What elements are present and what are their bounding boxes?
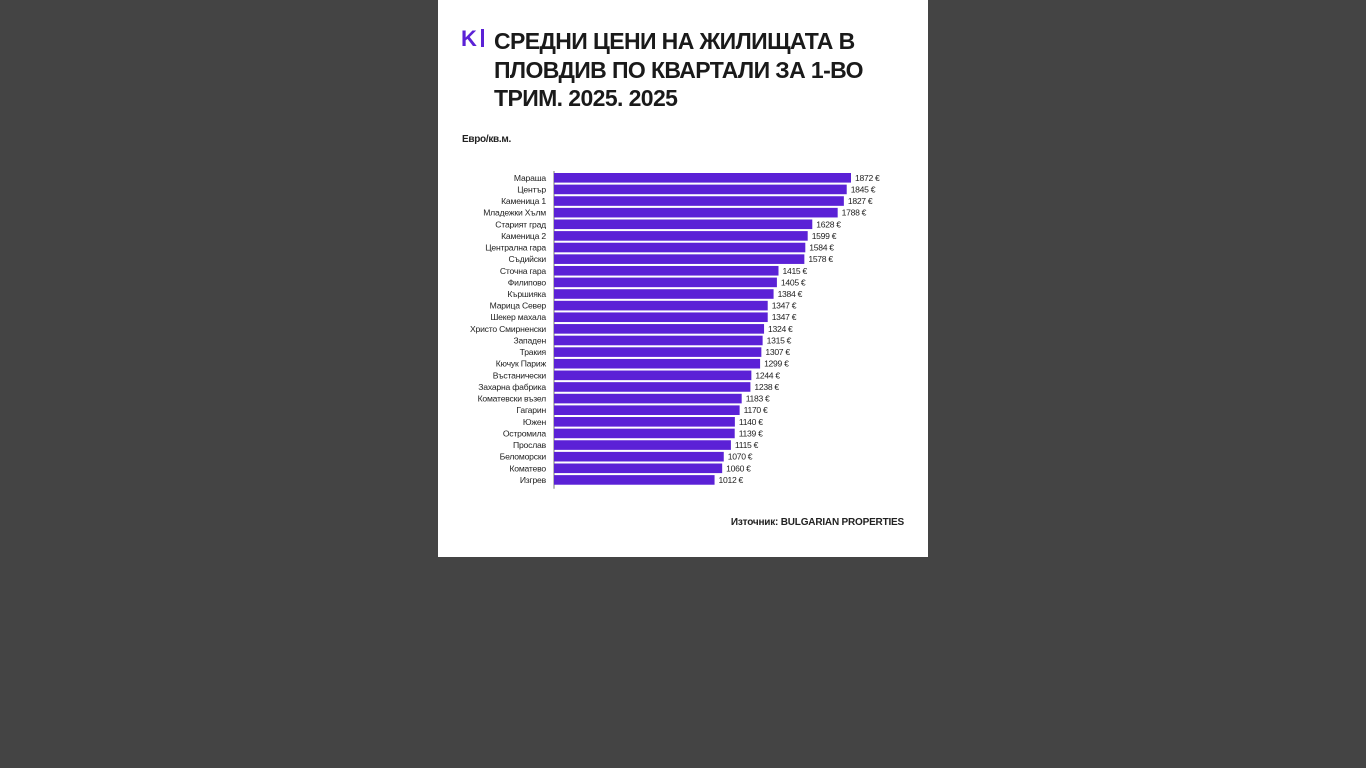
bar (554, 359, 760, 369)
logo: K (461, 26, 476, 51)
value-label: 1788 € (841, 207, 867, 218)
value-label: 1183 € (745, 393, 770, 404)
bar (554, 440, 731, 450)
bar (554, 254, 804, 264)
category-label: Кючук Париж (495, 358, 546, 369)
bar (554, 429, 735, 439)
category-label: Каменица 2 (501, 230, 546, 241)
value-label: 1584 € (809, 242, 834, 253)
bar (554, 336, 763, 346)
value-label: 1827 € (847, 196, 873, 207)
bar (554, 301, 768, 311)
category-label: Коматево (509, 463, 546, 474)
bar (554, 475, 715, 485)
value-label: 1599 € (811, 230, 837, 241)
category-label: Каменица 1 (501, 196, 546, 207)
category-label: Съдийски (508, 254, 546, 265)
category-label: Западен (513, 335, 546, 346)
category-label: Сточна гара (499, 265, 546, 276)
value-label: 1307 € (765, 347, 790, 358)
bar (554, 219, 812, 229)
value-label: 1845 € (850, 184, 876, 195)
value-label: 1324 € (768, 323, 793, 334)
bar (554, 382, 750, 392)
value-label: 1238 € (754, 381, 779, 392)
chart-card (438, 0, 928, 557)
value-label: 1384 € (777, 289, 803, 299)
category-label: Младежки Хълм (483, 207, 546, 218)
bar (554, 394, 742, 404)
bar (554, 452, 724, 462)
bar (554, 312, 768, 322)
value-label: 1347 € (771, 300, 797, 311)
value-label: 1070 € (727, 451, 753, 462)
category-label: Коматевски възел (477, 393, 546, 404)
value-label: 1140 € (738, 416, 763, 427)
chart-title: СРЕДНИ ЦЕНИ НА ЖИЛИЩАТА В ПЛОВДИВ ПО КВАРТАЛИ ЗА 1-ВО ТРИМ. 2025. 2025 (494, 28, 863, 111)
value-label: 1012 € (718, 474, 744, 485)
category-label: Остромила (502, 428, 546, 439)
bar (554, 208, 838, 218)
bar-chart (438, 0, 928, 557)
category-label: Прослав (513, 440, 546, 451)
value-label: 1415 € (782, 265, 807, 276)
bar (554, 371, 751, 381)
category-label: Шекер махала (490, 312, 546, 323)
bar (554, 196, 844, 206)
value-label: 1347 € (771, 312, 797, 323)
bar (554, 243, 805, 253)
bar (554, 464, 722, 474)
bar (554, 347, 761, 357)
category-label: Мараша (513, 172, 546, 183)
value-label: 1170 € (743, 405, 768, 416)
value-label: 1244 € (755, 370, 780, 381)
category-label: Център (517, 184, 546, 195)
category-label: Централна гара (485, 242, 546, 253)
bar (554, 405, 740, 415)
value-label: 1872 € (855, 172, 880, 183)
category-label: Въстанически (492, 370, 546, 381)
bar (554, 289, 774, 299)
category-label: Кършияка (507, 289, 546, 299)
category-label: Беломорски (499, 451, 546, 462)
bar (554, 266, 778, 276)
category-label: Тракия (519, 347, 546, 358)
bar (554, 278, 777, 288)
bar (554, 231, 808, 241)
value-label: 1060 € (726, 463, 751, 474)
category-label: Южен (522, 416, 546, 427)
category-label: Марица Север (489, 300, 546, 311)
bar (554, 417, 735, 427)
category-label: Христо Смирненски (469, 323, 546, 334)
category-label: Захарна фабрика (478, 381, 546, 392)
unit-label: Евро/кв.м. (462, 134, 511, 145)
source-note: Източник: BULGARIAN PROPERTIES (730, 517, 904, 528)
category-label: Филипово (507, 277, 546, 288)
category-label: Изгрев (519, 474, 546, 485)
category-label: Старият град (495, 219, 546, 230)
bar (554, 324, 764, 334)
value-label: 1139 € (738, 428, 763, 439)
category-label: Гагарин (516, 405, 546, 416)
value-label: 1315 € (766, 335, 792, 346)
bar (554, 173, 851, 183)
bar (554, 185, 847, 195)
value-label: 1405 € (780, 277, 806, 288)
value-label: 1115 € (734, 440, 759, 451)
value-label: 1628 € (816, 219, 841, 230)
value-label: 1299 € (764, 358, 789, 369)
value-label: 1578 € (808, 254, 833, 265)
